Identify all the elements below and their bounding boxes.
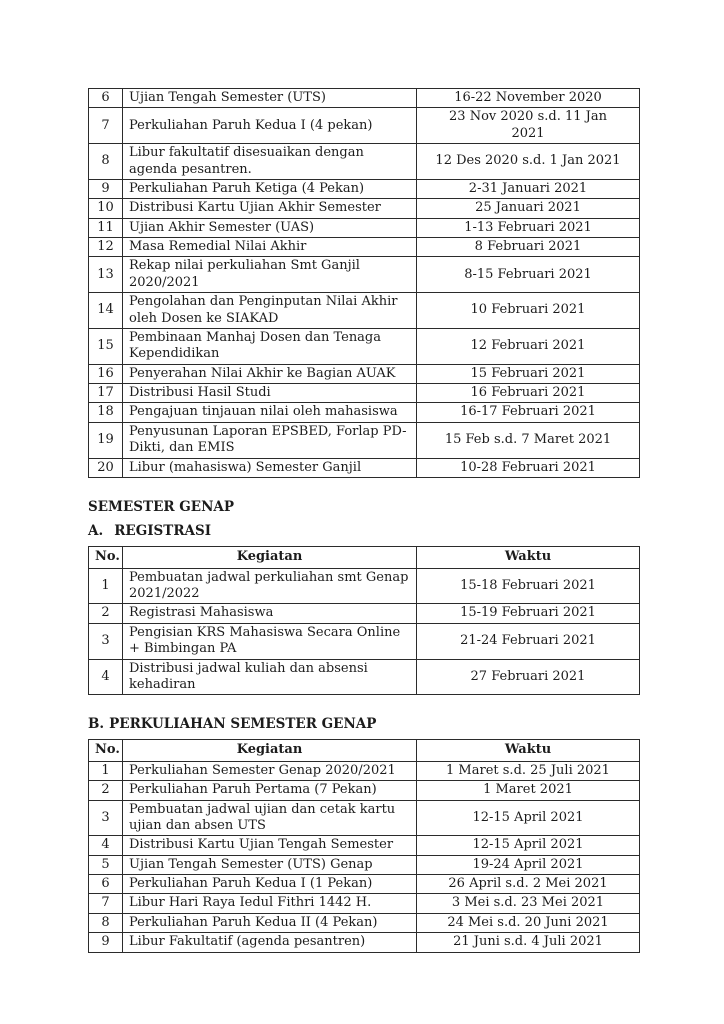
row-number: 20 xyxy=(89,458,123,477)
table-row xyxy=(89,328,640,364)
kegiatan-cell: Pengajuan tinjauan nilai oleh mahasiswa xyxy=(123,403,417,422)
row-number: 4 xyxy=(89,836,123,855)
column-header-waktu: Waktu xyxy=(417,740,640,761)
row-number: 4 xyxy=(89,659,123,695)
table-row xyxy=(89,89,640,108)
row-number: 6 xyxy=(89,89,123,108)
waktu-cell: 24 Mei s.d. 20 Juni 2021 xyxy=(417,913,640,932)
waktu-cell: 16-22 November 2020 xyxy=(417,89,640,108)
row-number: 8 xyxy=(89,913,123,932)
kegiatan-cell: Ujian Tengah Semester (UTS) xyxy=(123,89,417,108)
table-row xyxy=(89,623,640,659)
kegiatan-cell: Distribusi jadwal kuliah dan absensi kehadiran xyxy=(123,659,417,695)
waktu-cell: 12 Februari 2021 xyxy=(417,328,640,364)
row-number: 3 xyxy=(89,800,123,836)
column-header-kegiatan: Kegiatan xyxy=(123,740,417,761)
waktu-cell: 2-31 Januari 2021 xyxy=(417,179,640,198)
row-number: 2 xyxy=(89,604,123,623)
section-b-prefix: B. xyxy=(88,716,105,733)
table-row xyxy=(89,913,640,932)
table-row xyxy=(89,218,640,237)
row-number: 13 xyxy=(89,257,123,293)
kegiatan-cell: Libur (mahasiswa) Semester Ganjil xyxy=(123,458,417,477)
row-number: 11 xyxy=(89,218,123,237)
table-row xyxy=(89,781,640,800)
waktu-cell: 8-15 Februari 2021 xyxy=(417,257,640,293)
table-row xyxy=(89,257,640,293)
waktu-cell: 16-17 Februari 2021 xyxy=(417,403,640,422)
table-row xyxy=(89,144,640,180)
semester-genap-title: SEMESTER GENAP xyxy=(88,498,235,515)
kegiatan-cell: Perkuliahan Paruh Kedua II (4 Pekan) xyxy=(123,913,417,932)
row-number: 7 xyxy=(89,894,123,913)
kegiatan-cell: Perkuliahan Paruh Kedua I (1 Pekan) xyxy=(123,875,417,894)
row-number: 5 xyxy=(89,855,123,874)
kegiatan-cell: Pengolahan dan Penginputan Nilai Akhir oleh Dosen ke SIAKAD xyxy=(123,293,417,329)
table-row xyxy=(89,293,640,329)
kegiatan-cell: Perkuliahan Paruh Pertama (7 Pekan) xyxy=(123,781,417,800)
perkuliahan-genap-table xyxy=(88,739,640,952)
table-row xyxy=(89,364,640,383)
waktu-cell: 27 Februari 2021 xyxy=(417,659,640,695)
row-number: 3 xyxy=(89,623,123,659)
row-number: 14 xyxy=(89,293,123,329)
waktu-cell: 15 Februari 2021 xyxy=(417,364,640,383)
table-row xyxy=(89,108,640,144)
table-row xyxy=(89,875,640,894)
kegiatan-cell: Masa Remedial Nilai Akhir xyxy=(123,238,417,257)
column-header-no: No. xyxy=(89,547,123,568)
section-b-label: PERKULIAHAN SEMESTER GENAP xyxy=(109,716,377,733)
page-content xyxy=(88,88,639,953)
table-row xyxy=(89,568,640,604)
table-row xyxy=(89,933,640,952)
table-row xyxy=(89,403,640,422)
table-row xyxy=(89,384,640,403)
row-number: 16 xyxy=(89,364,123,383)
waktu-cell: 25 Januari 2021 xyxy=(417,199,640,218)
kegiatan-cell: Distribusi Kartu Ujian Akhir Semester xyxy=(123,199,417,218)
kegiatan-cell: Distribusi Kartu Ujian Tengah Semester xyxy=(123,836,417,855)
kegiatan-cell: Perkuliahan Semester Genap 2020/2021 xyxy=(123,761,417,780)
waktu-cell: 26 April s.d. 2 Mei 2021 xyxy=(417,875,640,894)
waktu-cell: 12-15 April 2021 xyxy=(417,836,640,855)
table-row xyxy=(89,894,640,913)
semester-ganjil-continued-table xyxy=(88,88,640,478)
table-row xyxy=(89,458,640,477)
row-number: 2 xyxy=(89,781,123,800)
row-number: 15 xyxy=(89,328,123,364)
row-number: 7 xyxy=(89,108,123,144)
table-row xyxy=(89,179,640,198)
kegiatan-cell: Perkuliahan Paruh Ketiga (4 Pekan) xyxy=(123,179,417,198)
waktu-cell: 15-19 Februari 2021 xyxy=(417,604,640,623)
row-number: 18 xyxy=(89,403,123,422)
waktu-cell: 1 Maret 2021 xyxy=(417,781,640,800)
kegiatan-cell: Pembuatan jadwal ujian dan cetak kartu ujian dan absen UTS xyxy=(123,800,417,836)
row-number: 1 xyxy=(89,568,123,604)
waktu-cell: 19-24 April 2021 xyxy=(417,855,640,874)
kegiatan-cell: Rekap nilai perkuliahan Smt Ganjil 2020/2021 xyxy=(123,257,417,293)
waktu-cell: 1 Maret s.d. 25 Juli 2021 xyxy=(417,761,640,780)
kegiatan-cell: Pengisian KRS Mahasiswa Secara Online + Bimbingan PA xyxy=(123,623,417,659)
kegiatan-cell: Libur Fakultatif (agenda pesantren) xyxy=(123,933,417,952)
kegiatan-cell: Ujian Akhir Semester (UAS) xyxy=(123,218,417,237)
table-row xyxy=(89,659,640,695)
kegiatan-cell: Penyusunan Laporan EPSBED, Forlap PD-Dikti, dan EMIS xyxy=(123,422,417,458)
table-row xyxy=(89,761,640,780)
table-row xyxy=(89,238,640,257)
kegiatan-cell: Libur Hari Raya Iedul Fithri 1442 H. xyxy=(123,894,417,913)
waktu-cell: 12-15 April 2021 xyxy=(417,800,640,836)
row-number: 9 xyxy=(89,179,123,198)
row-number: 17 xyxy=(89,384,123,403)
column-header-kegiatan: Kegiatan xyxy=(123,547,417,568)
kegiatan-cell: Pembinaan Manhaj Dosen dan Tenaga Kependidikan xyxy=(123,328,417,364)
waktu-cell: 15-18 Februari 2021 xyxy=(417,568,640,604)
kegiatan-cell: Distribusi Hasil Studi xyxy=(123,384,417,403)
table-row xyxy=(89,800,640,836)
kegiatan-cell: Libur fakultatif disesuaikan dengan agenda pesantren. xyxy=(123,144,417,180)
waktu-cell: 16 Februari 2021 xyxy=(417,384,640,403)
row-number: 9 xyxy=(89,933,123,952)
row-number: 10 xyxy=(89,199,123,218)
waktu-cell: 1-13 Februari 2021 xyxy=(417,218,640,237)
row-number: 6 xyxy=(89,875,123,894)
waktu-cell: 10-28 Februari 2021 xyxy=(417,458,640,477)
table-row xyxy=(89,422,640,458)
section-b-heading xyxy=(88,716,639,732)
registrasi-table xyxy=(88,546,640,695)
waktu-cell: 15 Feb s.d. 7 Maret 2021 xyxy=(417,422,640,458)
header-row xyxy=(89,740,640,761)
waktu-cell: 12 Des 2020 s.d. 1 Jan 2021 xyxy=(417,144,640,180)
kegiatan-cell: Perkuliahan Paruh Kedua I (4 pekan) xyxy=(123,108,417,144)
table-row xyxy=(89,855,640,874)
waktu-cell: 10 Februari 2021 xyxy=(417,293,640,329)
section-a-prefix: A. xyxy=(88,523,104,540)
kegiatan-cell: Ujian Tengah Semester (UTS) Genap xyxy=(123,855,417,874)
waktu-cell: 21-24 Februari 2021 xyxy=(417,623,640,659)
waktu-cell: 8 Februari 2021 xyxy=(417,238,640,257)
kegiatan-cell: Pembuatan jadwal perkuliahan smt Genap 2021/2022 xyxy=(123,568,417,604)
waktu-cell: 21 Juni s.d. 4 Juli 2021 xyxy=(417,933,640,952)
row-number: 12 xyxy=(89,238,123,257)
kegiatan-cell: Penyerahan Nilai Akhir ke Bagian AUAK xyxy=(123,364,417,383)
table-row xyxy=(89,604,640,623)
waktu-cell: 23 Nov 2020 s.d. 11 Jan 2021 xyxy=(417,108,640,144)
table-row xyxy=(89,836,640,855)
section-a-label: REGISTRASI xyxy=(114,523,212,540)
table-row xyxy=(89,199,640,218)
kegiatan-cell: Registrasi Mahasiswa xyxy=(123,604,417,623)
column-header-waktu: Waktu xyxy=(417,547,640,568)
section-a-heading xyxy=(88,523,639,539)
row-number: 8 xyxy=(89,144,123,180)
row-number: 19 xyxy=(89,422,123,458)
column-header-no: No. xyxy=(89,740,123,761)
header-row xyxy=(89,547,640,568)
row-number: 1 xyxy=(89,761,123,780)
waktu-cell: 3 Mei s.d. 23 Mei 2021 xyxy=(417,894,640,913)
